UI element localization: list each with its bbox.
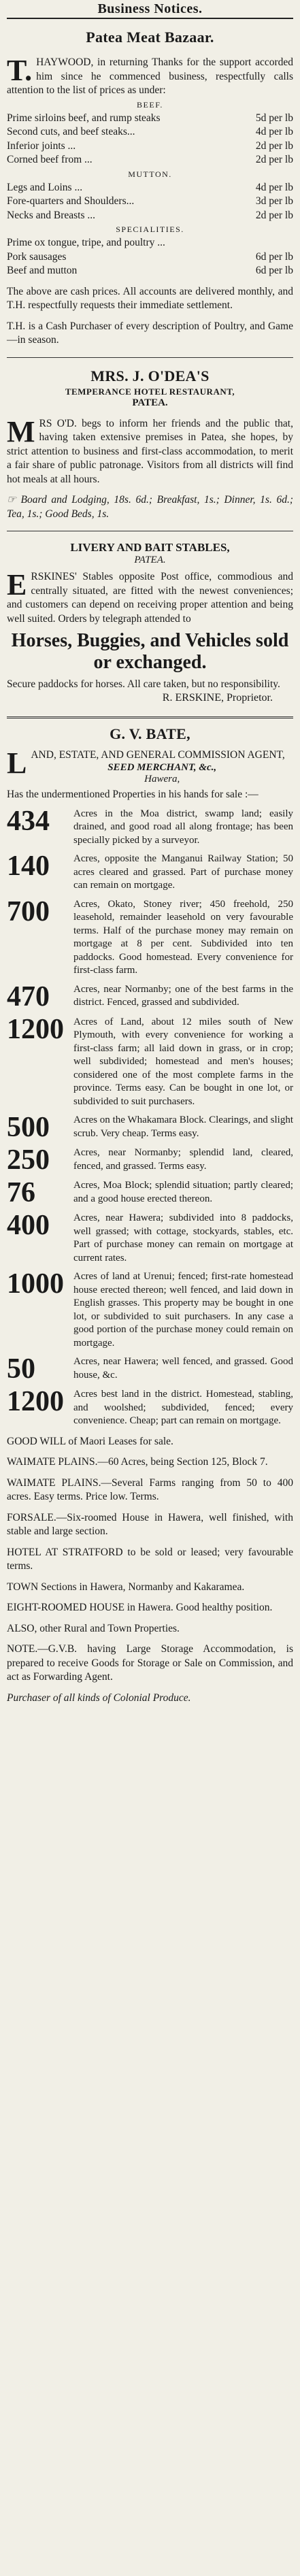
beef-list	[7, 112, 293, 167]
acreage: 470	[7, 980, 50, 1012]
bate-line2: SEED MERCHANT, &c.,	[107, 762, 217, 773]
livery-paddocks: Secure paddocks for horses. All care taken, but no responsibility.	[7, 678, 280, 690]
property-description: Acres in the Moa district, swamp land; easily drained, and good road all along frontage; has been specially picked by a surveyor.	[73, 808, 293, 846]
livery-body: ERSKINES' Stables opposite Post office, commodious and centrally situated, are fitted with the newest conveniences; and customers can depend on receiving proper attention and being well suited. Orders by telegraph attended to	[7, 568, 293, 625]
price-value: 4d per lb	[255, 126, 293, 137]
meat-intro: T. HAYWOOD, in returning Thanks for the support accorded him since he commenced business, respectfully calls attention to the list of prices as under:	[7, 54, 293, 96]
price-item: Pork sausages	[7, 250, 67, 263]
livery-signature: R. ERSKINE, Proprietor.	[162, 691, 273, 704]
price-item: Inferior joints ...	[7, 139, 76, 152]
section-header: Business Notices.	[7, 0, 293, 19]
property-listing	[7, 1146, 293, 1174]
spec-list	[7, 236, 293, 278]
odea-title: MRS. J. O'DEA'S	[90, 367, 210, 384]
bate-header: LAND, ESTATE, AND GENERAL COMMISSION AGENT,	[7, 746, 285, 780]
property-description: Acres, near Hawera; subdivided into 8 paddocks, well grassed; with cottage, stockyards, stables, etc. Part of purchase money can remain on mortgage at current rates.	[73, 1212, 293, 1264]
livery-place: PATEA.	[134, 555, 166, 565]
property-description: Acres, near Normanby; one of the best farms in the district. Fenced, grassed and subdivided.	[73, 983, 293, 1008]
price-row	[7, 236, 293, 250]
newspaper-column	[7, 0, 293, 1705]
property-listing	[7, 1270, 293, 1350]
property-listing	[7, 1388, 293, 1428]
price-item: Prime ox tongue, tripe, and poultry ...	[7, 237, 165, 248]
property-description: Acres on the Whakamara Block. Clearings, and slight scrub. Very cheap. Terms easy.	[73, 1114, 293, 1139]
price-row	[7, 195, 293, 209]
price-row	[7, 112, 293, 126]
price-item: Prime sirloins beef, and rump steaks	[7, 112, 161, 124]
property-listing	[7, 805, 293, 848]
price-value: 2d per lb	[255, 139, 293, 152]
acreage: 76	[7, 1177, 35, 1208]
beef-label: BEEF.	[137, 99, 163, 110]
spec-label: SPECIALITIES.	[116, 225, 184, 234]
property-listing	[7, 853, 293, 893]
odea-subtitle: TEMPERANCE HOTEL RESTAURANT,	[65, 386, 235, 397]
property-description: Acres best land in the district. Homestead, stabling, and woolshed; subdivided, fenced; every convenience. Cheap; part can remain on mortgage.	[73, 1389, 293, 1426]
price-value: 3d per lb	[255, 195, 293, 207]
meat-cash: T.H. is a Cash Purchaser of every description of Poultry, and Game—in season.	[7, 320, 293, 346]
acreage: 140	[7, 851, 50, 882]
odea-body: MRS O'D. begs to inform her friends and the public that, having taken extensive premises in Patea, she hopes, by strict attention to business and first-class accommodation, to merit a fair share of public patronage. Visitors from all districts will find hot meals at all hours.	[7, 414, 293, 485]
also: ALSO, other Rural and Town Properties.	[7, 1622, 180, 1634]
price-value: 5d per lb	[255, 112, 293, 124]
mutton-label: MUTTON.	[128, 169, 172, 179]
price-row	[7, 125, 293, 139]
odea-board: ☞ Board and Lodging, 18s. 6d.; Breakfast, 1s.; Dinner, 1s. 6d.; Tea, 1s.; Good Beds, 1s.	[7, 494, 293, 520]
purchaser: Purchaser of all kinds of Colonial Produce.	[7, 1691, 191, 1704]
property-description: Acres, Moa Block; splendid situation; partly cleared; and a good house erected thereon.	[73, 1180, 293, 1204]
price-value: 6d per lb	[255, 265, 293, 276]
waimate-1: WAIMATE PLAINS.—60 Acres, being Section 125, Block 7.	[7, 1456, 268, 1468]
acreage: 434	[7, 805, 50, 837]
price-item: Fore-quarters and Shoulders...	[7, 195, 135, 207]
note: NOTE.—G.V.B. having Large Storage Accommodation, is prepared to receive Goods for Storage or Sale on Commission, and act as Forwarding Agent.	[7, 1643, 293, 1683]
price-row	[7, 153, 293, 167]
odea-place: PATEA.	[132, 397, 168, 408]
property-listing	[7, 980, 293, 1012]
property-description: Acres of Land, about 12 miles south of New Plymouth, with every convenience for working a first-class farm; all laid down in grass, or in crop; well subdivided; homestead and men's houses; considered one of the most complete farms in the province. Terms easy. Can be bought in one lot, or subdivided to suit purchasers.	[73, 1016, 293, 1107]
bate-intro: Has the undermentioned Properties in his hands for sale :—	[7, 789, 259, 800]
acreage: 500	[7, 1112, 50, 1143]
property-description: Acres, near Normanby; splendid land, cleared, fenced, and grassed. Terms easy.	[73, 1147, 293, 1172]
acreage: 250	[7, 1144, 50, 1176]
price-value: 4d per lb	[255, 181, 293, 193]
price-value: 2d per lb	[255, 154, 293, 165]
livery-title: LIVERY AND BAIT STABLES,	[70, 541, 230, 554]
forsale: FORSALE.—Six-roomed House in Hawera, well finished, with stable and large section.	[7, 1511, 293, 1537]
property-description: Acres of land at Urenui; fenced; first-rate homestead house erected thereon; well fenced, and laid down in English grasses. This property may be bought in one lot, or subdivided to suit purchasers. In any case a good portion of the purchase money could remain on mortgage.	[73, 1271, 293, 1349]
property-description: Acres, Okato, Stoney river; 450 freehold, 250 leasehold, remainder leasehold on very favourable terms. Half of the purchase money may remain on mortgage at 8 per cent. Subdivided into ten paddocks. Good homestead. Every convenience for first-class farm.	[73, 898, 293, 976]
price-row	[7, 250, 293, 265]
price-row	[7, 209, 293, 223]
property-listing	[7, 1114, 293, 1141]
acreage: 700	[7, 895, 50, 927]
property-description: Acres, opposite the Manganui Railway Station; 50 acres cleared and grassed. Part of purchase money can remain on mortgage.	[73, 853, 293, 891]
price-item: Legs and Loins ...	[7, 181, 83, 193]
acreage: 1200	[7, 1013, 64, 1045]
acreage: 50	[7, 1353, 35, 1385]
acreage: 400	[7, 1210, 50, 1241]
meat-title: Patea Meat Bazaar.	[86, 29, 214, 46]
mutton-list	[7, 181, 293, 223]
price-item: Necks and Breasts ...	[7, 209, 95, 221]
price-item: Corned beef from ...	[7, 154, 93, 165]
bate-title: G. V. BATE,	[110, 725, 190, 742]
property-listing	[7, 895, 293, 978]
price-row	[7, 264, 293, 278]
acreage: 1000	[7, 1268, 64, 1300]
town: TOWN Sections in Hawera, Normanby and Kakaramea.	[7, 1581, 245, 1593]
price-item: Beef and mutton	[7, 265, 78, 276]
property-description: Acres, near Hawera; well fenced, and grassed. Good house, &c.	[73, 1356, 293, 1381]
livery-headline: Horses, Buggies, and Vehicles sold or exchanged.	[11, 630, 289, 673]
drop-cap: T.	[7, 54, 33, 87]
property-listing	[7, 1013, 293, 1109]
price-item: Second cuts, and beef steaks...	[7, 126, 135, 137]
property-listing	[7, 1179, 293, 1206]
price-value: 2d per lb	[255, 209, 293, 221]
property-listing	[7, 1212, 293, 1265]
property-listing	[7, 1355, 293, 1383]
eight-roomed: EIGHT-ROOMED HOUSE in Hawera. Good healthy position.	[7, 1602, 273, 1613]
price-row	[7, 139, 293, 154]
acreage: 1200	[7, 1386, 64, 1417]
price-value: 6d per lb	[255, 250, 293, 263]
bate-line3: Hawera,	[144, 774, 180, 785]
price-row	[7, 181, 293, 195]
goodwill: GOOD WILL of Maori Leases for sale.	[7, 1435, 173, 1447]
meat-notice: The above are cash prices. All accounts are delivered monthly, and T.H. respectfully requests their immediate settlement.	[7, 285, 293, 311]
waimate-2: WAIMATE PLAINS.—Several Farms ranging from 50 to 400 acres. Easy terms. Price low. Terms.	[7, 1476, 293, 1502]
hotel: HOTEL AT STRATFORD to be sold or leased; very favourable terms.	[7, 1546, 293, 1572]
hand-icon: ☞	[7, 494, 21, 506]
property-list	[7, 805, 293, 1428]
